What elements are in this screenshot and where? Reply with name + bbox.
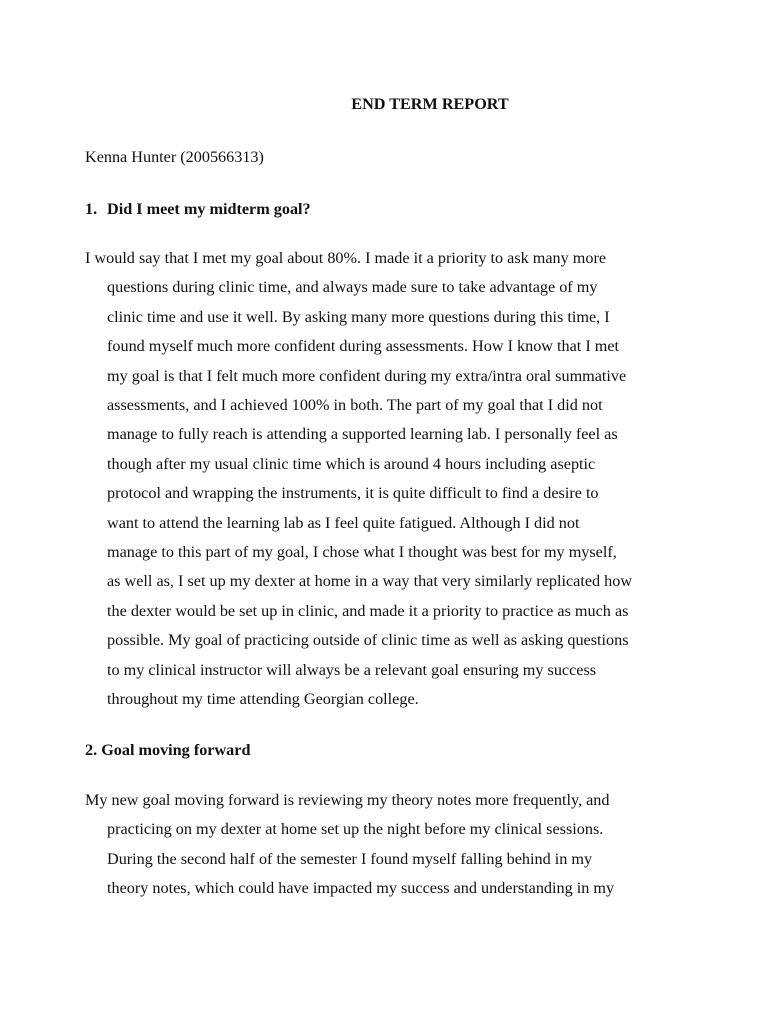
paragraph-line: found myself much more confident during assessments. How I know that I met xyxy=(107,337,620,356)
paragraph-line: as well as, I set up my dexter at home in a way that very similarly replicated how xyxy=(107,572,633,591)
paragraph-line: manage to fully reach is attending a supported learning lab. I personally feel as xyxy=(107,425,618,444)
paragraph-line: I would say that I met my goal about 80%. I made it a priority to ask many more xyxy=(85,249,607,267)
section-2-paragraph xyxy=(85,786,685,904)
document-title: END TERM REPORT xyxy=(351,95,509,113)
paragraph-line: the dexter would be set up in clinic, and made it a priority to practice as much as xyxy=(107,601,629,620)
paragraph-line: my goal is that I felt much more confident during my extra/intra oral summative xyxy=(107,366,627,385)
paragraph-line: though after my usual clinic time which is around 4 hours including aseptic xyxy=(107,454,596,473)
author-line: Kenna Hunter (200566313) xyxy=(85,148,264,166)
paragraph-line: protocol and wrapping the instruments, it is quite difficult to find a desire to xyxy=(107,484,599,503)
paragraph-line: practicing on my dexter at home set up the night before my clinical sessions. xyxy=(107,820,604,839)
paragraph-line: questions during clinic time, and always made sure to take advantage of my xyxy=(107,278,598,297)
section-1-paragraph xyxy=(85,244,685,715)
paragraph-line: theory notes, which could have impacted my success and understanding in my xyxy=(107,879,615,898)
section-1-number: 1. xyxy=(85,200,98,218)
paragraph-line: assessments, and I achieved 100% in both. The part of my goal that I did not xyxy=(107,396,603,415)
paragraph-line: My new goal moving forward is reviewing my theory notes more frequently, and xyxy=(85,791,610,809)
paragraph-line: possible. My goal of practicing outside of clinic time as well as asking questions xyxy=(107,631,629,650)
section-1-heading xyxy=(85,199,311,219)
paragraph-line: to my clinical instructor will always be a relevant goal ensuring my success xyxy=(107,660,597,679)
section-2-heading: 2. Goal moving forward xyxy=(85,741,251,759)
section-1-heading-text: Did I meet my midterm goal? xyxy=(107,200,311,218)
paragraph-line: want to attend the learning lab as I feel quite fatigued. Although I did not xyxy=(107,513,580,532)
paragraph-line: clinic time and use it well. By asking many more questions during this time, I xyxy=(107,307,610,326)
paragraph-line: manage to this part of my goal, I chose what I thought was best for my myself, xyxy=(107,543,617,562)
paragraph-line: During the second half of the semester I found myself falling behind in my xyxy=(107,849,593,868)
paragraph-line: throughout my time attending Georgian college. xyxy=(107,690,419,709)
